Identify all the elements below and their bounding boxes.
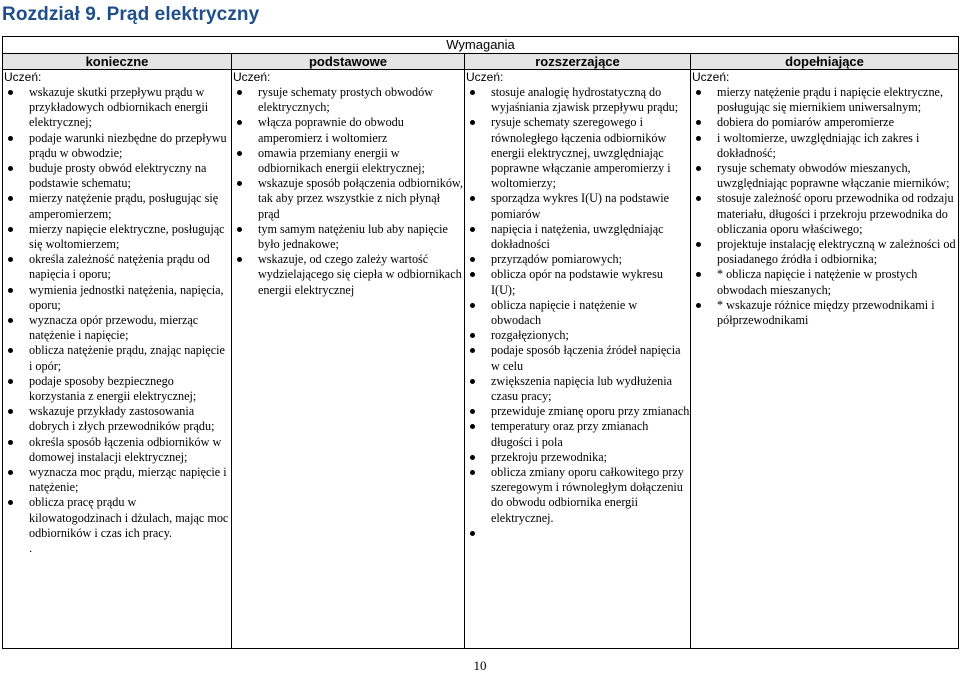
- list-item: buduje prosty obwód elektryczny na podstawie schematu;: [29, 161, 231, 191]
- list-item: określa sposób łączenia odbiorników w domowej instalacji elektrycznej;: [29, 435, 231, 465]
- list-item: włącza poprawnie do obwodu amperomierz i woltomierz: [258, 115, 464, 145]
- list-item: napięcia i natężenia, uwzględniając dokładności: [491, 222, 690, 252]
- list-item: [491, 526, 690, 541]
- list-item: podaje warunki niezbędne do przepływu prądu w obwodzie;: [29, 131, 231, 161]
- list-item: temperatury oraz przy zmianach długości i pola: [491, 419, 690, 449]
- requirements-table: [2, 36, 959, 649]
- list-item: oblicza napięcie i natężenie w obwodach: [491, 298, 690, 328]
- column-dopelniajace: [691, 70, 959, 649]
- list-item: stosuje analogię hydrostatyczną do wyjaśniania zjawisk przepływu prądu;: [491, 85, 690, 115]
- requirements-header: Wymagania: [3, 37, 959, 54]
- list-item: przyrządów pomiarowych;: [491, 252, 690, 267]
- list-item: wskazuje przykłady zastosowania dobrych i złych przewodników prądu;: [29, 404, 231, 434]
- list-item: mierzy napięcie elektryczne, posługując się woltomierzem;: [29, 222, 231, 252]
- list-item: zwiększenia napięcia lub wydłużenia czasu pracy;: [491, 374, 690, 404]
- list-item: oblicza pracę prądu w kilowatogodzinach i dżulach, mając moc odbiorników i czas ich pracy.: [29, 495, 231, 541]
- column-konieczne: [3, 70, 232, 649]
- list-item: stosuje zależność oporu przewodnika od rodzaju materiału, długości i przekroju przewodnika do obliczania oporu właściwego;: [717, 191, 958, 237]
- list-item: określa zależność natężenia prądu od napięcia i oporu;: [29, 252, 231, 282]
- column-podstawowe: [232, 70, 465, 649]
- list-item: oblicza zmiany oporu całkowitego przy szeregowym i równoległym dołączeniu do obwodu odbiornika energii elektrycznej.: [491, 465, 690, 526]
- list-item: * oblicza napięcie i natężenie w prostych obwodach mieszanych;: [717, 267, 958, 297]
- list-item: sporządza wykres I(U) na podstawie pomiarów: [491, 191, 690, 221]
- list-item: tym samym natężeniu lub aby napięcie było jednakowe;: [258, 222, 464, 252]
- list-item: omawia przemiany energii w odbiornikach energii elektrycznej;: [258, 146, 464, 176]
- list-item: wskazuje, od czego zależy wartość wydzielającego się ciepła w odbiornikach energii elektrycznej: [258, 252, 464, 298]
- list-item: mierzy natężenie prądu i napięcie elektryczne, posługując się miernikiem uniwersalnym;: [717, 85, 958, 115]
- column-heading: Uczeń:: [233, 70, 271, 84]
- list-item: wyznacza moc prądu, mierząc napięcie i natężenie;: [29, 465, 231, 495]
- column-heading: Uczeń:: [4, 70, 42, 84]
- list-item: rysuje schematy szeregowego i równoległego łączenia odbiorników energii elektrycznej, uwzględniając poprawne włączanie amperomierzy i woltomierzy;: [491, 115, 690, 191]
- column-heading: Uczeń:: [692, 70, 730, 84]
- list-item: podaje sposoby bezpiecznego korzystania z energii elektrycznej;: [29, 374, 231, 404]
- page-title: Rozdział 9. Prąd elektryczny: [2, 4, 260, 25]
- list-item: przewiduje zmianę oporu przy zmianach: [491, 404, 690, 419]
- trailing-dot: .: [29, 541, 33, 556]
- list-item: projektuje instalację elektryczną w zależności od posiadanego źródła i odbiornika;: [717, 237, 958, 267]
- list-item: rozgałęzionych;: [491, 328, 690, 343]
- level-konieczne: konieczne: [3, 54, 232, 70]
- list-item: rysuje schematy obwodów mieszanych, uwzględniając poprawne włączanie mierników;: [717, 161, 958, 191]
- column-heading: Uczeń:: [466, 70, 504, 84]
- list-item: oblicza opór na podstawie wykresu I(U);: [491, 267, 690, 297]
- level-dopelniajace: dopełniające: [691, 54, 959, 70]
- list-item: wskazuje sposób połączenia odbiorników, tak aby przez wszystkie z nich płynął prąd: [258, 176, 463, 221]
- list-item: wskazuje skutki przepływu prądu w przykładowych odbiornikach energii elektrycznej;: [29, 85, 231, 131]
- level-rozszerzajace: rozszerzające: [465, 54, 691, 70]
- list-item: dobiera do pomiarów amperomierze: [717, 115, 958, 130]
- page-number: 10: [473, 658, 487, 673]
- list-item: rysuje schematy prostych obwodów elektrycznych;: [258, 85, 464, 115]
- list-item: oblicza natężenie prądu, znając napięcie i opór;: [29, 343, 231, 373]
- list-item: i woltomierze, uwzględniając ich zakres i dokładność;: [717, 131, 958, 161]
- list-item: wyznacza opór przewodu, mierząc natężenie i napięcie;: [29, 313, 231, 343]
- list-item: mierzy natężenie prądu, posługując się amperomierzem;: [29, 191, 231, 221]
- requirement-list: [691, 85, 958, 328]
- list-item: podaje sposób łączenia źródeł napięcia w celu: [491, 343, 690, 373]
- list-item: przekroju przewodnika;: [491, 450, 690, 465]
- list-item: wymienia jednostki natężenia, napięcia, oporu;: [29, 283, 231, 313]
- level-podstawowe: podstawowe: [232, 54, 465, 70]
- column-rozszerzajace: [465, 70, 691, 649]
- requirement-list: [465, 85, 690, 541]
- list-item: * wskazuje różnice między przewodnikami i półprzewodnikami: [717, 298, 958, 328]
- requirement-list: [232, 85, 464, 298]
- requirement-list: [3, 85, 231, 541]
